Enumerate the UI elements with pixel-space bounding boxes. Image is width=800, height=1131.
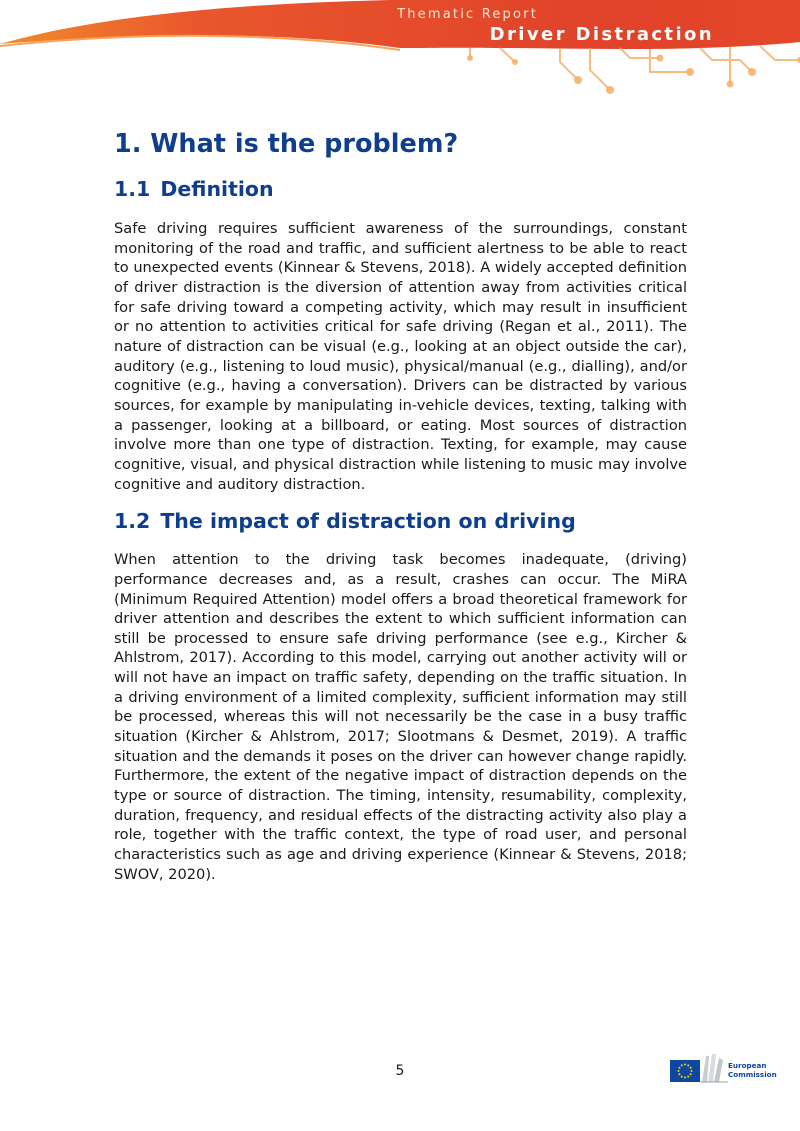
eu-flag-icon <box>670 1060 700 1082</box>
circuit-decoration <box>470 46 800 90</box>
page-number: 5 <box>395 1063 405 1079</box>
section-number: 1.2 <box>114 509 151 534</box>
ec-wordmark-line1: European <box>728 1061 767 1070</box>
page-title: 1. What is the problem? <box>114 129 459 159</box>
ec-wordmark <box>728 1061 777 1079</box>
circuit-nodes <box>467 55 800 95</box>
section-title: The impact of distraction on driving <box>160 509 576 534</box>
section-heading-impact <box>114 506 687 536</box>
section-heading-definition <box>114 174 687 204</box>
section-title: Definition <box>160 177 274 201</box>
report-title: Driver Distraction <box>489 24 714 45</box>
section-number: 1.1 <box>114 177 151 201</box>
ec-wordmark-line2: Commission <box>728 1070 777 1079</box>
report-type-label: Thematic Report <box>397 7 538 22</box>
main-content <box>114 124 687 884</box>
berlaymont-building-icon <box>700 1052 728 1084</box>
european-commission-logo <box>670 1052 782 1088</box>
impact-paragraph: When attention to the driving task becomes inadequate, (driving) performance decreases and, as a result, crashes can occur. The MiRA (Minimum Required Attention) model offers a broad theoretical framework for driver attention and describes the extent to which sufficient information can still be processed to ensure safe driving performance (see e.g., Kircher & Ahlstrom, 2017). According to this model, carrying out another activity will or will not have an impact on traffic safety, depending on the traffic situation. In a driving environment of a limited complexity, sufficient information may still be processed, whereas this will not necessarily be the case in a busy traffic situation (Kircher & Ahlstrom, 2017; Slootmans & Desmet, 2019). A traffic situation and the demands it poses on the driver can however change rapidly. Furthermore, the extent of the negative impact of distraction depends on the type or source of distraction. The timing, intensity, resumability, complexity, duration, frequency, and residual effects of the distracting activity also play a role, together with the traffic context, the type of road user, and personal characteristics such as age and driving experience (Kinnear & Stevens, 2018; SWOV, 2020). <box>114 551 687 883</box>
definition-paragraph: Safe driving requires sufficient awareness of the surroundings, constant monitoring of the road and traffic, and sufficient alertness to be able to react to unexpected events (Kinnear & Stevens, 2018). A widely accepted definition of driver distraction is the diversion of attention away from activities critical for safe driving toward a competing activity, which may result in insufficient or no attention to activities critical for safe driving (Regan et al., 2011). The nature of distraction can be visual (e.g., looking at an object outside the car), auditory (e.g., listening to loud music), physical/manual (e.g., dialling), and/or cognitive (e.g., having a conversation). Drivers can be distracted by various sources, for example by manipulating in-vehicle devices, texting, talking with a passenger, looking at a billboard, or eating. Most sources of distraction involve more than one type of distraction. Texting, for example, may cause cognitive, visual, and physical distraction while listening to music may involve cognitive and auditory distraction. <box>114 220 687 493</box>
